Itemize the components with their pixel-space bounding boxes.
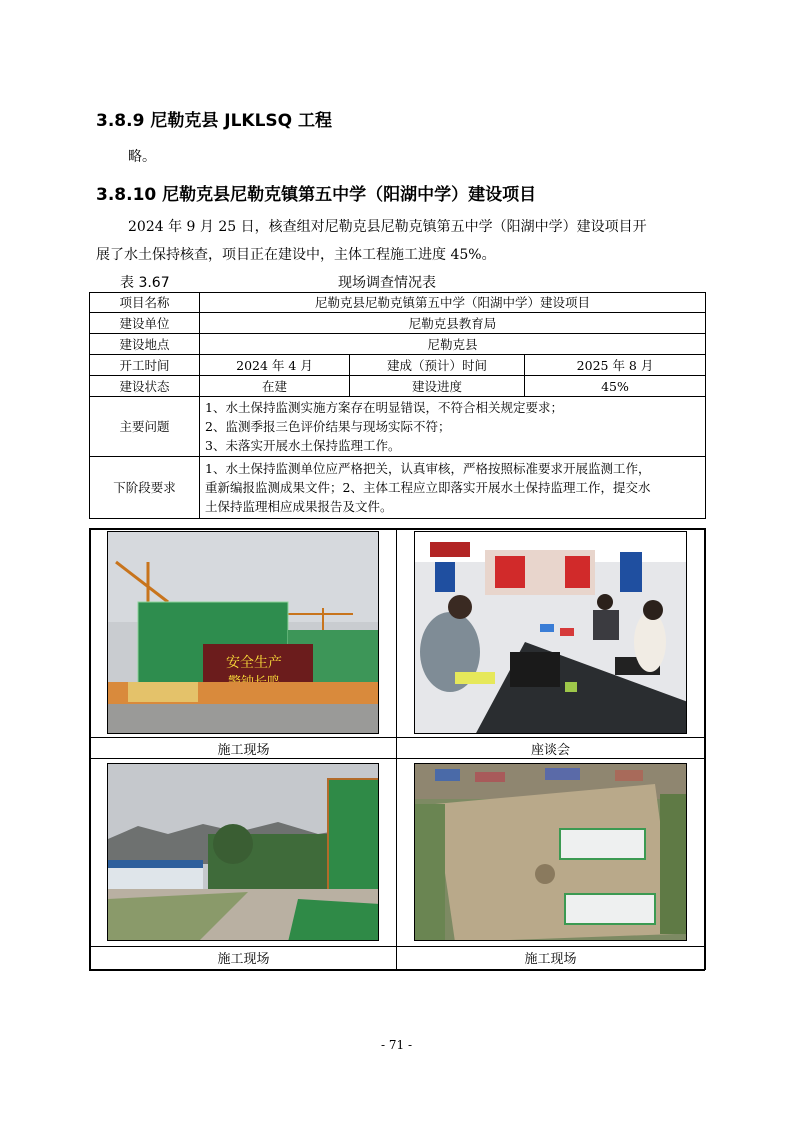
- finish-label: 建成（预计）时间: [350, 355, 525, 376]
- status-label: 建设状态: [90, 376, 200, 397]
- unit-label: 建设单位: [90, 313, 200, 334]
- banner-text-1: 安全生产: [226, 655, 282, 671]
- photo-caption-4: 施工现场: [524, 952, 577, 967]
- start-value: 2024 年 4 月: [200, 355, 350, 376]
- photo-aerial-view: [414, 763, 687, 941]
- table-row: [90, 397, 706, 457]
- issue-item: 1、水土保持监测实施方案存在明显错误，不符合相关规定要求；: [205, 400, 563, 415]
- next-stage-line: 1、水土保持监测单位应严格把关，认真审核，严格按照标准要求开展监测工作，: [205, 461, 651, 476]
- paragraph-line-1: 2024 年 9 月 25 日，核查组对尼勒克县尼勒克镇第五中学（阳湖中学）建设项目开: [128, 219, 647, 235]
- project-name-value: 尼勒克县尼勒克镇第五中学（阳湖中学）建设项目: [200, 293, 706, 313]
- unit-value: 尼勒克县教育局: [200, 313, 706, 334]
- table-number: 表 3.67: [120, 275, 170, 291]
- table-row: [90, 376, 706, 397]
- grid-divider: [89, 758, 705, 759]
- grid-divider: [89, 737, 705, 738]
- photo-construction-site-1: [107, 531, 379, 734]
- location-label: 建设地点: [90, 334, 200, 355]
- issue-item: 2、监测季报三色评价结果与现场实际不符；: [205, 419, 451, 434]
- location-value: 尼勒克县: [200, 334, 706, 355]
- issues-value: [200, 397, 706, 457]
- photo-caption-3: 施工现场: [217, 952, 270, 967]
- meeting-room-image: [415, 532, 687, 734]
- grid-border-top: [89, 528, 705, 530]
- table-row: [90, 293, 706, 313]
- section-body-389: 略。: [128, 149, 156, 165]
- page-number: - 71 -: [380, 1038, 412, 1052]
- table-row: [90, 313, 706, 334]
- progress-label: 建设进度: [350, 376, 525, 397]
- paragraph-line-2: 展了水土保持核查，项目正在建设中，主体工程施工进度 45%。: [96, 247, 496, 263]
- construction-building-image: [108, 532, 379, 734]
- table-caption: [96, 272, 706, 292]
- next-stage-value: [200, 457, 706, 519]
- next-stage-line: 土保持监理相应成果报告及文件。: [205, 499, 393, 514]
- site-survey-table: [89, 292, 706, 519]
- table-title: 现场调查情况表: [338, 275, 436, 291]
- photo-meeting: [414, 531, 687, 734]
- next-stage-label: 下阶段要求: [90, 457, 200, 519]
- section-heading-389: 3.8.9 尼勒克县 JLKLSQ 工程: [96, 111, 333, 131]
- site-barracks-image: [108, 764, 379, 941]
- photo-construction-site-2: [107, 763, 379, 941]
- start-label: 开工时间: [90, 355, 200, 376]
- project-name-label: 项目名称: [90, 293, 200, 313]
- section-heading-3810: 3.8.10 尼勒克县尼勒克镇第五中学（阳湖中学）建设项目: [96, 185, 537, 205]
- progress-value: 45%: [525, 376, 706, 397]
- grid-border-bottom: [89, 969, 705, 971]
- table-row: [90, 457, 706, 519]
- finish-value: 2025 年 8 月: [525, 355, 706, 376]
- aerial-site-image: [415, 764, 687, 941]
- issue-item: 3、未落实开展水土保持监理工作。: [205, 438, 401, 453]
- status-value: 在建: [200, 376, 350, 397]
- grid-divider: [89, 946, 705, 947]
- table-row: [90, 355, 706, 376]
- photo-caption-2: 座谈会: [530, 743, 570, 758]
- table-row: [90, 334, 706, 355]
- issues-label: 主要问题: [90, 397, 200, 457]
- grid-border-right: [704, 528, 706, 970]
- photo-caption-1: 施工现场: [217, 743, 270, 758]
- next-stage-line: 重新编报监测成果文件；2、主体工程应立即落实开展水土保持监理工作，提交水: [205, 480, 651, 495]
